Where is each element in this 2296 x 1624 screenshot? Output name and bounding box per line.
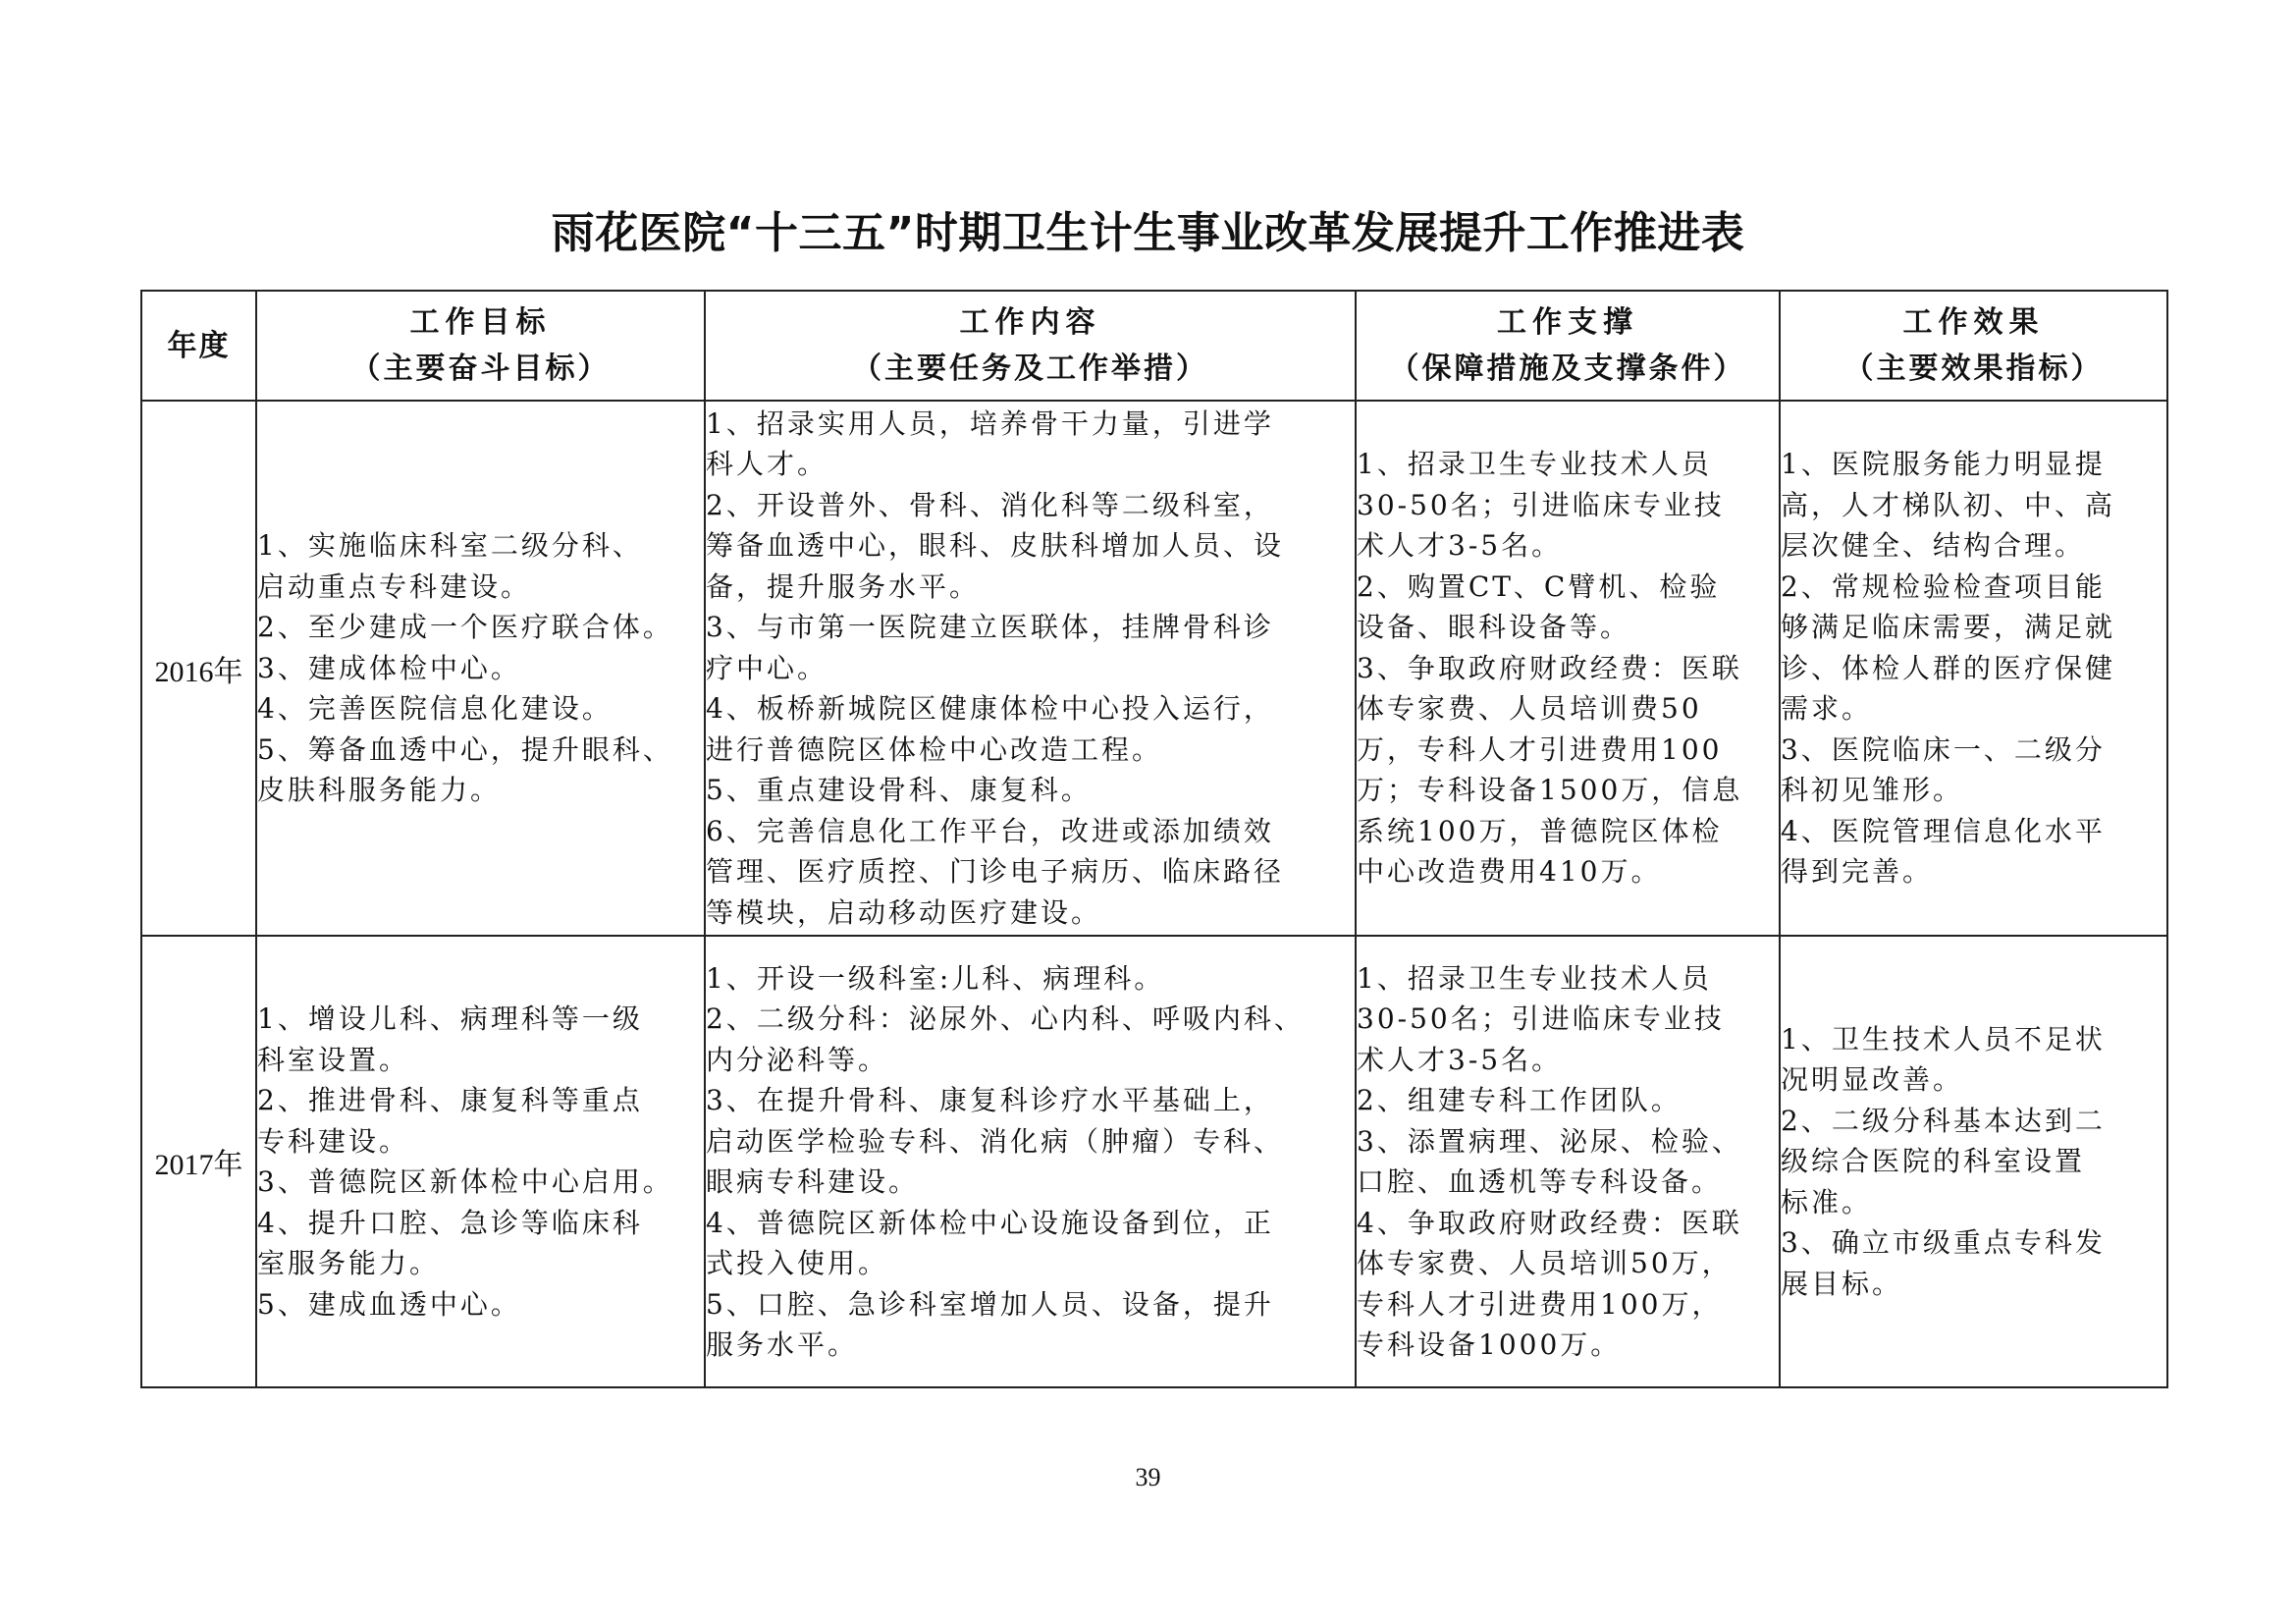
goal-line: 启动重点专科建设。 — [257, 569, 532, 603]
content-line: 式投入使用。 — [706, 1247, 889, 1279]
support-line: 30-50名；引进临床专业技 — [1357, 1002, 1725, 1035]
content-line: 5、口腔、急诊科室增加人员、设备，提升 — [706, 1287, 1274, 1321]
support-line: 体专家费、人员培训50万， — [1357, 1247, 1733, 1279]
content-cell — [705, 401, 1356, 936]
content-line: 眼病专科建设。 — [706, 1165, 920, 1198]
goal-line: 2、推进骨科、康复科等重点 — [257, 1084, 643, 1116]
effect-line: 展目标。 — [1781, 1267, 1903, 1300]
support-line: 4、争取政府财政经费：医联 — [1357, 1206, 1742, 1239]
support-line: 体专家费、人员培训费50 — [1357, 692, 1702, 726]
goal-line: 4、完善医院信息化建设。 — [257, 692, 613, 726]
support-line: 专科设备1000万。 — [1357, 1328, 1622, 1361]
goal-line: 皮肤科服务能力。 — [257, 774, 502, 807]
content-line: 1、开设一级科室:儿科、病理科。 — [706, 961, 1165, 995]
header-support: 工作支撑 （保障措施及支撑条件） — [1356, 291, 1780, 401]
header-row — [141, 291, 2167, 401]
content-line: 5、重点建设骨科、康复科。 — [706, 774, 1092, 807]
effect-line: 况明显改善。 — [1781, 1063, 1964, 1097]
support-line: 1、招录卫生专业技术人员 — [1357, 961, 1712, 995]
effect-line: 4、医院管理信息化水平 — [1781, 814, 2106, 847]
goal-line: 科室设置。 — [257, 1043, 410, 1076]
support-line: 3、争取政府财政经费：医联 — [1357, 651, 1742, 684]
page-number: 39 — [1135, 1463, 1161, 1491]
plan-table — [140, 290, 2168, 1388]
table-row — [141, 401, 2167, 936]
goal-line: 专科建设。 — [257, 1124, 410, 1158]
support-line: 专科人才引进费用100万， — [1357, 1287, 1723, 1321]
content-line: 1、招录实用人员，培养骨干力量，引进学 — [706, 406, 1274, 440]
support-line: 万，专科人才引进费用100 — [1357, 732, 1723, 766]
table-row — [141, 936, 2167, 1387]
goal-line: 3、普德院区新体检中心启用。 — [257, 1165, 673, 1198]
content-line: 启动医学检验专科、消化病（肿瘤）专科、 — [706, 1124, 1285, 1158]
goal-cell — [256, 936, 705, 1387]
effect-line: 需求。 — [1781, 692, 1873, 726]
support-line: 术人才3-5名。 — [1357, 1043, 1563, 1076]
content-line: 3、与市第一医院建立医联体，挂牌骨科诊 — [706, 611, 1274, 644]
content-cell — [705, 936, 1356, 1387]
effect-line: 级综合医院的科室设置 — [1781, 1145, 2086, 1178]
goal-line: 1、实施临床科室二级分科、 — [257, 529, 643, 563]
effect-line: 够满足临床需要，满足就 — [1781, 611, 2116, 644]
header-year: 年度 — [141, 291, 256, 401]
goal-line: 室服务能力。 — [257, 1247, 441, 1279]
effect-cell — [1780, 936, 2167, 1387]
goal-line: 4、提升口腔、急诊等临床科 — [257, 1206, 643, 1239]
goal-line: 1、增设儿科、病理科等一级 — [257, 1002, 643, 1035]
content-line: 3、在提升骨科、康复科诊疗水平基础上， — [706, 1084, 1274, 1116]
effect-line: 标准。 — [1781, 1185, 1873, 1218]
content-line: 6、完善信息化工作平台，改进或添加绩效 — [706, 814, 1274, 847]
content-line: 2、开设普外、骨科、消化科等二级科室， — [706, 488, 1274, 521]
support-cell — [1356, 936, 1780, 1387]
year-cell: 2016年 — [141, 401, 256, 936]
year-cell: 2017年 — [141, 936, 256, 1387]
effect-line: 3、确立市级重点专科发 — [1781, 1226, 2106, 1260]
effect-line: 1、卫生技术人员不足状 — [1781, 1022, 2106, 1056]
content-line: 疗中心。 — [706, 651, 828, 684]
support-line: 30-50名；引进临床专业技 — [1357, 488, 1725, 521]
content-line: 4、普德院区新体检中心设施设备到位，正 — [706, 1206, 1274, 1239]
effect-line: 高，人才梯队初、中、高 — [1781, 488, 2116, 521]
content-line: 管理、医疗质控、门诊电子病历、临床路径 — [706, 855, 1285, 889]
goal-line: 3、建成体检中心。 — [257, 651, 521, 684]
content-line: 筹备血透中心，眼科、皮肤科增加人员、设 — [706, 529, 1285, 563]
content-line: 4、板桥新城院区健康体检中心投入运行， — [706, 692, 1274, 726]
effect-line: 得到完善。 — [1781, 855, 1934, 889]
support-line: 中心改造费用410万。 — [1357, 855, 1662, 889]
effect-line: 2、常规检验检查项目能 — [1781, 569, 2106, 603]
effect-line: 层次健全、结构合理。 — [1781, 529, 2086, 563]
goal-cell — [256, 401, 705, 936]
support-line: 1、招录卫生专业技术人员 — [1357, 448, 1712, 481]
support-line: 万；专科设备1500万，信息 — [1357, 774, 1743, 807]
effect-line: 1、医院服务能力明显提 — [1781, 448, 2106, 481]
content-line: 内分泌科等。 — [706, 1043, 889, 1076]
content-line: 等模块，启动移动医疗建设。 — [706, 895, 1102, 929]
effect-line: 2、二级分科基本达到二 — [1781, 1104, 2106, 1137]
content-line: 科人才。 — [706, 448, 828, 481]
effect-line: 诊、体检人群的医疗保健 — [1781, 651, 2116, 684]
goal-line: 5、筹备血透中心，提升眼科、 — [257, 732, 673, 766]
header-effect: 工作效果 （主要效果指标） — [1780, 291, 2167, 401]
content-line: 2、二级分科：泌尿外、心内科、呼吸内科、 — [706, 1002, 1305, 1035]
support-cell — [1356, 401, 1780, 936]
content-line: 服务水平。 — [706, 1328, 859, 1361]
content-line: 进行普德院区体检中心改造工程。 — [706, 732, 1163, 766]
support-line: 2、组建专科工作团队。 — [1357, 1084, 1682, 1116]
header-content: 工作内容 （主要任务及工作举措） — [705, 291, 1356, 401]
support-line: 口腔、血透机等专科设备。 — [1357, 1165, 1723, 1198]
support-line: 设备、眼科设备等。 — [1357, 611, 1631, 644]
header-goal: 工作目标 （主要奋斗目标） — [256, 291, 705, 401]
support-line: 2、购置CT、C臂机、检验 — [1357, 569, 1721, 603]
effect-cell — [1780, 401, 2167, 936]
content-line: 备，提升服务水平。 — [706, 569, 981, 603]
goal-line: 5、建成血透中心。 — [257, 1287, 521, 1321]
goal-line: 2、至少建成一个医疗联合体。 — [257, 611, 673, 644]
support-line: 3、添置病理、泌尿、检验、 — [1357, 1124, 1742, 1158]
support-line: 系统100万，普德院区体检 — [1357, 814, 1723, 847]
effect-line: 科初见雏形。 — [1781, 774, 1964, 807]
support-line: 术人才3-5名。 — [1357, 529, 1563, 563]
page-title: 雨花医院“十三五”时期卫生计生事业改革发展提升工作推进表 — [551, 208, 1745, 258]
effect-line: 3、医院临床一、二级分 — [1781, 732, 2106, 766]
